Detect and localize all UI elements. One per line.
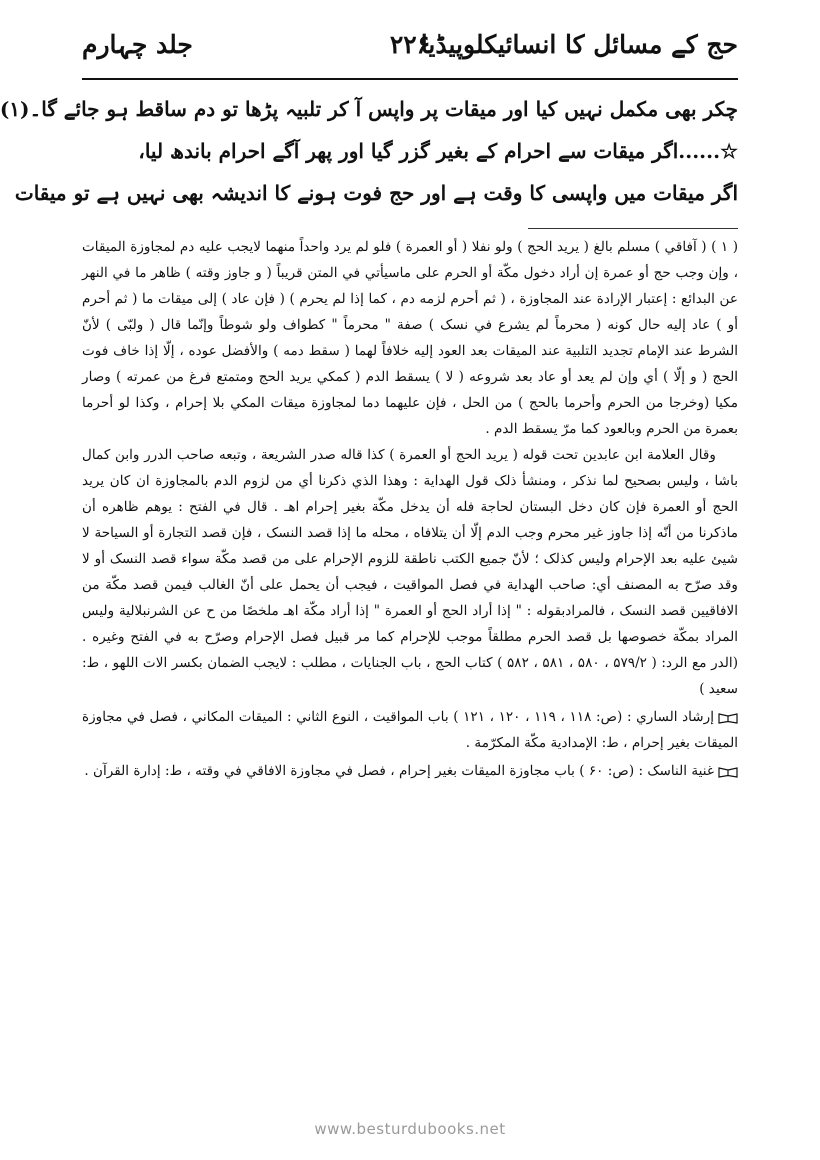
book-icon: [718, 766, 738, 778]
urdu-line: ☆......اگر میقات سے احرام کے بغیر گزر گیا اور پھر آگے احرام باندھ لیا،: [138, 139, 738, 163]
reference-line: [82, 704, 738, 756]
footnote-paragraph: ( ۱ ) ( آفاقي ) مسلم بالغ ( يريد الحج ) ولو نفلا ( أو العمرة ) فلو لم يرد واحداً منهما لايجب عليه دم لمجاوزة الميقات ، وإن وجب حج أو عمرة إن أراد دخول مكّة أو الحرم على ماسيأتي في المتن قريباً ( و جاوز وقته ) ظاهر ما في النهر عن البدائع : إعتبار الإرادة عند المجاوزة ، ( ثم أحرم لزمه دم ، كما إذا لم يحرم ) ( فإن عاد ) إلى ميقات ما ( ثم أحرم أو ) عاد إليه حال كونه ( محرماً لم يشرع في نسک ) صفة " محرماً " كطواف ولو شوطاً وإنّما قال ( ولبّى ) لأنّ الشرط عند الإمام تجديد التلبية عند الميقات بعد العود إليه خلافاً لهما ( سقط دمه ) والأفضل عوده ، إلّا إذا خاف فوت الحج ( و إلّا ) أي وإن لم يعد أو عاد بعد شروعه ( لا ) يسقط الدم ( كمكي يريد الحج ومتمتع فرغ من عمرته ) وصار مكيا (وخرجا من الحرم وأحرما بالحج ) من الحل ، فإن عليهما دما لمجاوزة ميقات المكي بلا إحرام ، وكذا لو أحرما بعمرة من الحرم وبالعود كما مرّ يسقط الدم .: [82, 239, 739, 437]
footnote-divider: [528, 228, 738, 229]
urdu-body: [0, 88, 738, 214]
reference-text: إرشاد الساري : (ص: ۱۱۸ ، ۱۱۹ ، ۱۲۰ ، ۱۲۱ ) باب المواقيت ، النوع الثاني : الميقات المكاني ، فصل في مجاوزة الميقات بغير إحرام ، ط: الإمدادية مكّة المكرّمة .: [82, 709, 738, 751]
urdu-line: اگر میقات میں واپسی کا وقت ہے اور حج فوت ہونے کا اندیشہ بھی نہیں ہے تو میقات: [14, 181, 738, 205]
watermark-url: www.besturdubooks.net: [314, 1120, 506, 1138]
footnote-paragraph: وقال العلامة ابن عابدين تحت قوله ( يريد الحج أو العمرة ) كذا قاله صدر الشريعة ، وتبعه صاحب الدرر وابن كمال باشا ، وليس بصحيح لما نذكر ، ومنشأ ذلک قول الهداية : وهذا الذي ذكرنا أي من لزوم الدم بالمجاوزة ان كان يريد الحج أو العمرة فإن كان دخل البستان لحاجة فله أن يدخل مكّة بغير إحرام اهـ . قال في الفتح : يوهم ظاهره أن ماذكرنا من أنّه إذا جاوز غير محرم وجب الدم إلّا أن يتلافاه ، محله ما إذا قصد النسک ، فإن قصد التجارة أو السياحة لا شيئ عليه بعد الإحرام وليس كذلک ؛ لأنّ جميع الكتب ناطقة للزوم الإحرام على من قصد مكّة سواء قصد النسک أو لا وقد صرّح به المصنف أي: صاحب الهداية في فصل المواقيت ، فيجب أن يحمل على أنّ الغالب فيمن قصد مكّة من الافاقيين قصد النسک ، فالمرادبقوله : " إذا أراد الحج أو العمرة " إذا أراد مكّة اهـ ملخصًا من ح عن الشرنبلالية وليس المراد بمكّة خصوصها بل قصد الحرم مطلقاً موجب للإحرام كما مر قبيل فصل الإحرام وصرّح به في الفتح وغيره . (الدر مع الرد: ( ۵۷۹/۲ ، ۵۸۰ ، ۵۸۱ ، ۵۸۲ ) كتاب الحج ، باب الجنايات ، مطلب : لايجب الضمان بكسر الات اللهو ، ط: سعيد ): [82, 447, 739, 697]
book-title: حج کے مسائل کا انسائیکلوپیڈیا: [420, 30, 738, 59]
urdu-line: چکر بھی مکمل نہیں کیا اور میقات پر واپس آ کر تلبیہ پڑھا تو دم ساقط ہو جائے گا۔(۱): [0, 97, 738, 121]
page-number: ۲۲۶: [389, 30, 431, 59]
reference-text: غنية الناسک : (ص: ۶۰ ) باب مجاوزة الميقات بغير إحرام ، فصل في مجاوزة الافاقي في وقته ، ط: إدارة القرآن .: [84, 763, 714, 779]
page-header: [82, 22, 738, 80]
volume-label: جلد چہارم: [82, 30, 193, 59]
book-icon: [718, 712, 738, 724]
footnotes: [82, 234, 738, 784]
header-rule: [82, 78, 738, 80]
reference-line: [82, 758, 738, 784]
